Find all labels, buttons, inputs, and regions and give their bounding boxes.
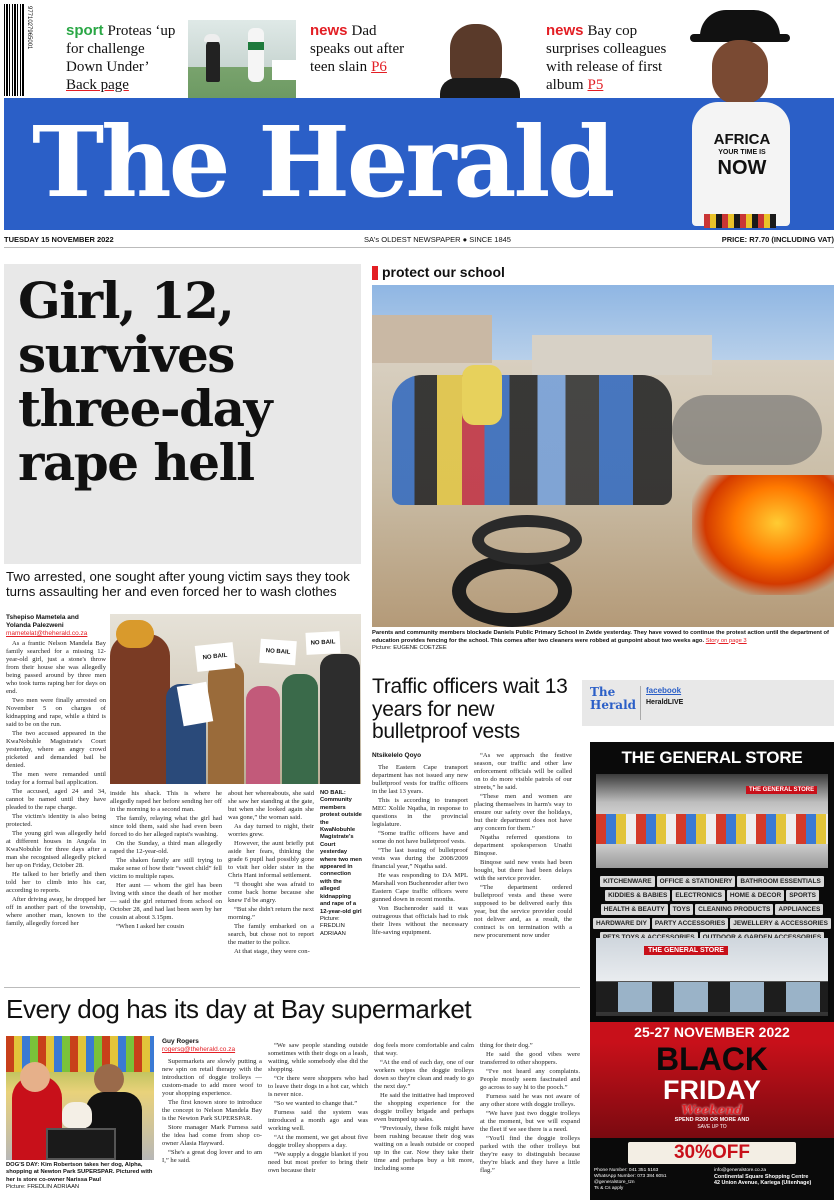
byline-email[interactable]: mametelat@theherald.co.za <box>6 630 88 637</box>
lead-headline-box <box>4 264 361 564</box>
teaser-sport-photo <box>188 20 296 98</box>
teaser-dad-photo <box>436 20 528 98</box>
masthead-title[interactable]: The Herald <box>32 105 613 219</box>
teaser-text: Proteas ‘up for challenge Down Under’ <box>66 23 176 75</box>
price: PRICE: R7.70 (INCLUDING VAT) <box>721 235 834 244</box>
social-brand: The Herald <box>590 685 637 712</box>
lead-byline <box>6 614 106 638</box>
traffic-col-2: “As we approach the festive season, our traffic and other law enforcement officials will be called on to do more visible patrols of our streets,” he said. “These men and women are placing themselves in harm's way to ensure our safety over the holidays, but their department does not have any concern for them.” Nqatha referred questions to department spokesperson Unathi Binqose. Binqose said new vests had been bought, but there had been delays with the service provider. “The department ordered bulletproof vests and these were supposed to be delivered early this year, but the service provider could not deliver and, as a result, the contract is on termination with a new procurement now under <box>474 752 572 939</box>
ad-dates: 25-27 NOVEMBER 2022 <box>590 1022 834 1042</box>
teaser-page-link[interactable]: Back page <box>66 77 129 93</box>
protest-caption <box>372 630 834 653</box>
protest-photo <box>372 285 834 627</box>
ad-ts: Ts & Cs apply <box>594 1186 624 1191</box>
dog-col-1: Supermarkets are slowly putting a new spin on retail therapy with the introduction of doggie trolleys — custom-made to add more woof to your shopping experience. The first known store to introduce the concept to Nelson Mandela Bay is the Newton Park SUPERSPAR. Store manager Mark Furness said the idea had come from shop co-owner Alasia Hayward. “She's a great dog lover and to am I,” he said. <box>162 1058 262 1164</box>
teaser-section-label: sport <box>66 22 104 39</box>
caption-credit: Picture: FREDLIN ADRIAAN <box>320 915 346 937</box>
ad-save: SAVE UP TO <box>697 1124 727 1130</box>
caption-text: Community members protest outside the KwaNobuhle Magistrate's Court yesterday where two men appeared in connection with the alleged kidnapping and rape of a 12-year-old girl <box>320 797 362 915</box>
social-box[interactable] <box>582 680 834 726</box>
traffic-byline: Ntsikelelo Qoyo <box>372 752 422 759</box>
ad-phone: Phone Number: 041 351 5163 <box>594 1168 659 1173</box>
lead-photo-caption <box>320 790 362 980</box>
ad-address-2: 42 Union Avenue, Kariega (Uitenhage) <box>714 1180 812 1186</box>
caption-credit: Picture: FREDLIN ADRIAAN <box>6 1184 80 1191</box>
ad-friday: FRIDAY <box>662 1075 762 1105</box>
general-store-ad[interactable] <box>590 742 834 1200</box>
byline-name: Guy Rogers <box>162 1038 199 1045</box>
barcode-number: 9771027965001 <box>26 6 32 50</box>
social-platform: facebook <box>646 686 682 695</box>
placard: NO BAIL <box>259 639 297 665</box>
placard: NO BAIL <box>195 642 236 672</box>
dog-headline[interactable]: Every dog has its day at Bay supermarket <box>6 994 472 1024</box>
teaser-text: Dad speaks out after teen slain <box>310 23 405 75</box>
ad-weekend: Weekend <box>681 1103 743 1117</box>
ad-address-1: Continental Square Shopping Centre <box>714 1174 809 1180</box>
protest-caption-link[interactable]: Story on page 3 <box>705 637 747 644</box>
traffic-col-1: The Eastern Cape transport department has not issued any new bulletproof vests for traffic officers in the last 13 years. This is according to transport MEC Xolile Nqatha, in response to questions in the provincial legislature. “Some traffic officers have and some do not have bulletproof vests. “The last issuing of bulletproof vests was during the 2008/2009 financial year,” Nqatha said. He was responding to DA MPL Marshall von Buchenroder after two Eastern Cape traffic officers were gunned down in recent months. Von Buchenroder said it was outrageous that officials had to risk their lives without the necessary life-saving equipment. <box>372 764 468 936</box>
ad-store-title: THE GENERAL STORE <box>621 748 803 767</box>
lead-headline[interactable]: Girl, 12, survives three-day rape hell <box>18 271 272 492</box>
ad-contacts <box>594 1168 830 1198</box>
teaser-section-label: news <box>546 22 584 39</box>
dog-col-4: thing for their dog.” He said the good vibes were transferred to other shoppers. “I've not heard any complaints. People mostly seem fascinated and go across to say hi to the pooch.” Furness said he was not aware of any other store with doggie trolleys. “We have just two doggie trolleys at the moment, but we will expand the fleet if we see there is a need. “You'll find the doggie trolleys parked with the other trolleys but they're easy to distinguish because they're black and they have a little flag.” <box>480 1042 580 1174</box>
teaser-text: Bay cop surprises colleagues with release of first album <box>546 23 667 93</box>
ad-store-photo-2 <box>596 938 828 1016</box>
teaser-cop[interactable] <box>546 22 686 93</box>
issue-date: TUESDAY 15 NOVEMBER 2022 <box>4 235 114 244</box>
barcode <box>4 4 32 96</box>
ad-categories: KITCHENWARE OFFICE & STATIONERY BATHROOM ESSENTIALS KIDDIES & BABIES ELECTRONICS HOME & DECOR SPORTS HEALTH & BEAUTY TOYS CLEANING PRODUCTS APPLIANCES HARDWARE DIY PARTY ACCESSORIES JEWELLERY & ACCESSORIES <box>592 874 832 944</box>
ad-promo-panel <box>590 1042 834 1138</box>
ad-store-sign-1: THE GENERAL STORE <box>746 786 817 794</box>
byline-name-1: Tshepiso Mametela and <box>6 614 79 621</box>
protest-credit: Picture: EUGENE COETZEE <box>372 645 447 651</box>
teaser-page-link[interactable]: P5 <box>587 77 604 93</box>
dog-byline <box>162 1038 262 1054</box>
protest-label <box>372 264 812 282</box>
tagline: SA's OLDEST NEWSPAPER ● SINCE 1845 <box>364 235 511 244</box>
dog-photo-caption <box>6 1162 156 1192</box>
ad-spend: SPEND R200 OR MORE AND <box>674 1117 750 1123</box>
ad-whatsapp: WhatsApp Number: 073 384 6051 <box>594 1174 667 1179</box>
lead-col-2: inside his shack. This is where he allegedly raped her before sending her off in the morning to a second man. The family, relaying what the girl had since told them, said she had even been forced to do her alleged rapist's washing. On the Sunday, a third man allegedly raped the 12-year-old. The shaken family are still trying to make sense of how their “sweet child” fell victim to multiple rapes. Her aunt — whom the girl has been living with since the death of her mother — said the girl returned from school on October 28, and had last been seen by her cousin at about 3.15pm. “When I asked her cousin <box>110 790 222 930</box>
lead-col-1: As a frantic Nelson Mandela Bay family searched for a missing 12-year-old girl, just a stone's throw from their house she was allegedly being passed around by three men who took turns raping her for days on end. Two men were finally arrested on November 5 on charges of kidnapping and rape, while a third is said to be on the run. The two accused appeared in the KwaNobuhle Magistrate's Court yesterday, where an angry crowd picketed and demanded bail be denied. The men were remanded until today for a formal bail application. The accused, aged 24 and 34, cannot be named until they have pleaded to the rape charge. The victim's identity is also being protected. The young girl was allegedly held at different houses in Angola in KwaNobuhle for three days after a man she recognised allegedly picked her up on Friday, October 28. He talked to her briefly and then told her to climb into his car, according to reports. After driving away, he dropped her off in another part of the township, where another man, known to the family, allegedly forced her <box>6 640 106 927</box>
teaser-sport[interactable] <box>66 22 184 93</box>
protest-label-bar <box>372 266 378 280</box>
caption-text: Kim Robertson takes her dog, Alpha, shopping at Newton Park SUPERSPAR. Pictured with her is store co-owner Narissa Paul <box>6 1162 153 1183</box>
dog-col-2: “We saw people standing outside sometimes with their dogs on a leash, waiting, while somebody else did the shopping. “Or there were shoppers who had to leave their dogs in a hot car, which is never nice. “So we wanted to change that.” Furness said the system was introduced a month ago and was working well. “At the moment, we get about five doggie trolley shoppers a day. “We supply a doggie blanket if you need but most prefer to bring their own because their <box>268 1042 368 1174</box>
protest-caption-text: Parents and community members blockade Daniels Public Primary School in Zwide yesterday. They have vowed to continue the protest action until the department of education provides fencing for the school. This comes after two cleaners were robbed at gunpoint about two weeks ago. <box>372 630 829 644</box>
tshirt-line-2: YOUR TIME IS <box>718 149 766 156</box>
ad-social-handle: @generalstore_tzn <box>594 1180 635 1185</box>
ad-store-photo-1 <box>596 774 828 868</box>
teaser-page-link[interactable]: P6 <box>371 59 387 75</box>
ad-store-sign-2: THE GENERAL STORE <box>644 946 728 955</box>
caption-label: DOG'S DAY: <box>6 1162 40 1168</box>
ad-black: BLACK <box>656 1041 768 1077</box>
tshirt-line-1: AFRICA <box>713 131 771 148</box>
lead-subhead: Two arrested, one sought after young victim says they took turns assaulting her and even forced her to wash clothes <box>6 569 350 599</box>
section-rule <box>4 987 580 988</box>
protest-label-text: protect our school <box>382 264 505 280</box>
social-handle: HeraldLIVE <box>646 699 684 706</box>
dog-photo <box>6 1036 154 1160</box>
byline-email[interactable]: rogersg@theherald.co.za <box>162 1046 236 1053</box>
placard: NO BAIL <box>305 631 340 655</box>
caption-label: NO BAIL: <box>320 790 346 796</box>
lead-protest-photo <box>110 614 361 784</box>
teaser-cop-photo <box>684 8 802 228</box>
ad-discount: 30%OFF <box>628 1142 796 1164</box>
facebook-icon <box>640 686 641 720</box>
teaser-dad[interactable] <box>310 22 406 88</box>
traffic-headline[interactable]: Traffic officers wait 13 years for new bulletproof vests <box>372 675 568 743</box>
ad-email[interactable]: info@generalstore.co.za <box>714 1168 767 1173</box>
lead-col-3: about her whereabouts, she said she saw her standing at the gate, but when she looked again she was gone,” the woman said. As day turned to night, their worries grew. However, the aunt briefly put aside her fears, thinking the grade 6 pupil had possibly gone to visit her older sister in the Chris Hani informal settlement. “I thought she was afraid to come back home because she knew I'd be angry. “But she didn't return the next morning.” The family embarked on a search, but chose not to report the matter to the police. At that stage, they were con- <box>228 790 314 955</box>
tshirt-line-3: NOW <box>717 157 767 179</box>
byline-name-2: Yolanda Palezweni <box>6 622 64 629</box>
teaser-section-label: news <box>310 22 348 39</box>
dog-col-3: dog feels more comfortable and calm that way. “At the end of each day, one of our workers wipes the doggie trolleys down so they're clean and ready to go the next day.” He said the initiative had improved the shopping experience for the doggie trolley brigade and perhaps even bumped up sales. “Previously, these folk might have been rushing because their dog was waiting on a leash outside or cooped up in the car. Now they take their time and perhaps buy a bit more, including some <box>374 1042 474 1172</box>
date-strip <box>4 232 834 248</box>
